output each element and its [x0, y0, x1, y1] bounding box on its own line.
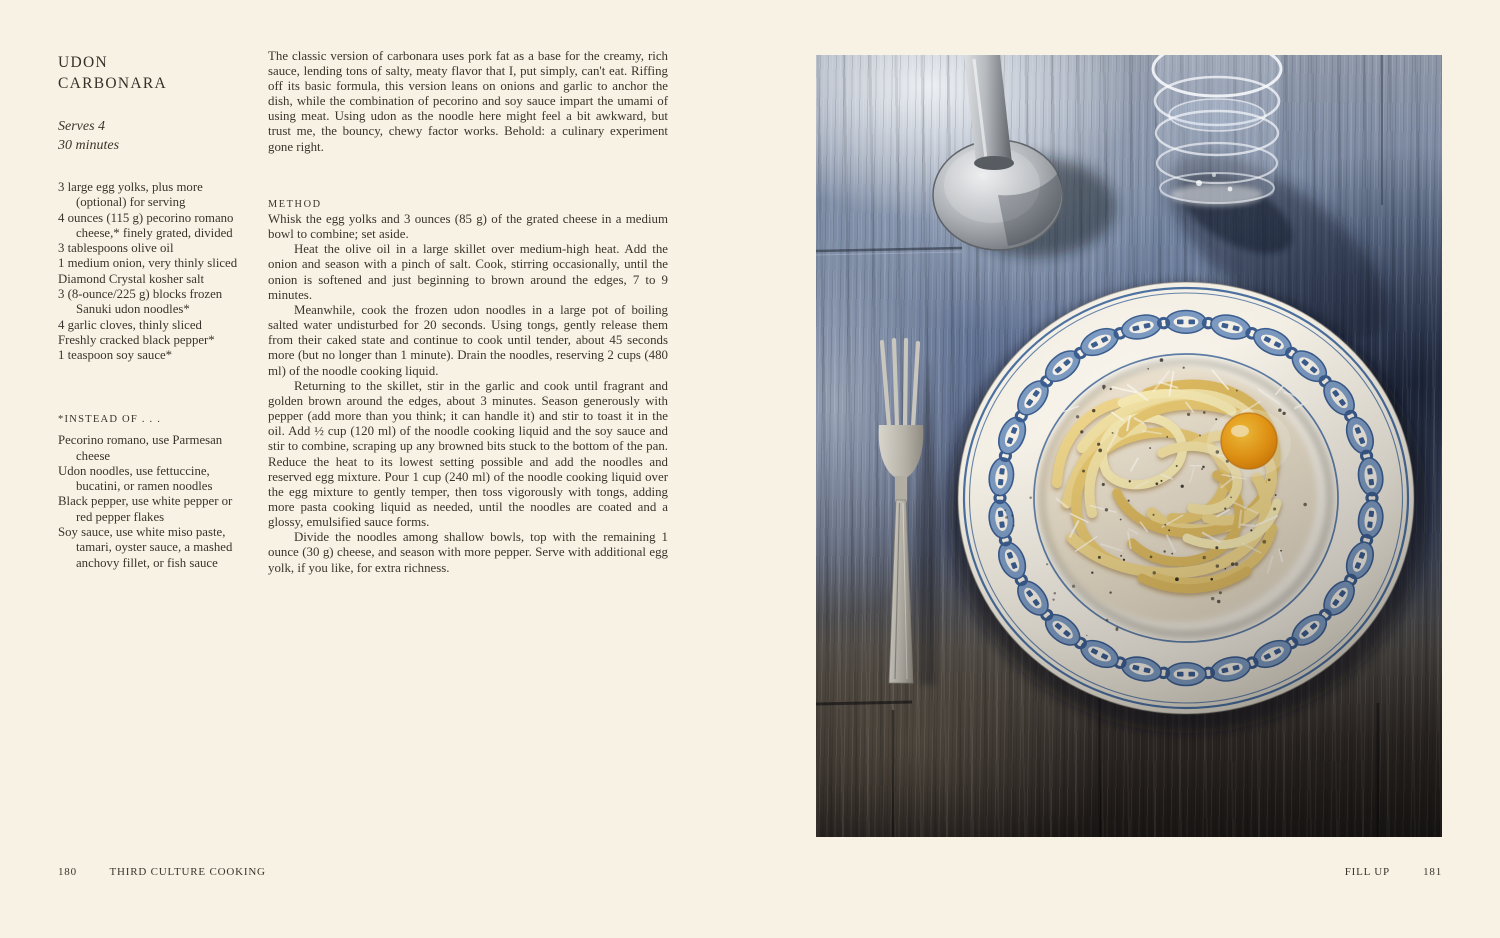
egg-yolk — [1207, 409, 1291, 477]
book-title: THIRD CULTURE COOKING — [109, 866, 266, 878]
recipe-title-line2: CARBONARA — [58, 75, 168, 92]
fork-shadow — [916, 355, 938, 685]
method-heading: METHOD — [268, 199, 322, 210]
left-footer — [58, 866, 266, 878]
ingredient-item: 3 (8-ounce/225 g) blocks frozen Sanuki udon noodles* — [58, 287, 223, 317]
ingredient-item: Diamond Crystal kosher salt — [58, 271, 205, 286]
recipe-title-line1: UDON — [58, 54, 108, 71]
right-footer — [1345, 866, 1442, 878]
ingredient-item: 1 medium onion, very thinly sliced — [58, 256, 238, 271]
photo-scene — [816, 55, 1442, 837]
method-paragraph: Whisk the egg yolks and 3 ounces (85 g) of the grated cheese in a medium bowl to combine; set aside. — [268, 212, 668, 242]
substitutions-block — [58, 412, 244, 571]
method-paragraph: Heat the olive oil in a large skillet over medium-high heat. Add the onion and season with a pinch of salt. Cook, stirring occasionally, until the onion is softened and just beginning to brown around the edges, 7 to 9 minutes. — [268, 242, 668, 302]
pepper-mill — [933, 55, 1063, 250]
recipe-title — [58, 52, 258, 94]
substitution-item: Soy sauce, use white miso paste, tamari, oyster sauce, a mashed anchovy fillet, or fish sauce — [58, 525, 233, 570]
method-paragraph: Meanwhile, cook the frozen udon noodles in a large pot of boiling salted water undisturbed for 20 seconds. Using tongs, gently release them from their caked state and continue to cook until tender, about 45 seconds more (but no longer than 1 minute). Drain the noodles, reserving 2 cups (480 ml) of the noodle cooking liquid. — [268, 302, 668, 378]
method-paragraph: Divide the noodles among shallow bowls, top with the remaining 1 ounce (30 g) cheese, and season with more pepper. Serve with additional egg yolk, if you like, for extra richness. — [268, 530, 668, 575]
intro-paragraph: The classic version of carbonara uses pork fat as a base for the creamy, rich sauce, lending tons of salty, meaty flavor that I, put simply, can't eat. Riffing off its basic formula, this version leans on onions and garlic to anchor the dish, while the combination of pecorino and soy sauce impart the umami of using meat. Using udon as the noodle here might feel a bit awkward, but trust me, the bouncy, chewy factor works. Behold: a culinary experiment gone right. — [268, 49, 668, 154]
time-label: 30 minutes — [58, 138, 120, 153]
ingredient-item: 3 large egg yolks, plus more (optional) for serving — [58, 180, 203, 210]
ingredient-item: Freshly cracked black pepper* — [58, 332, 215, 347]
serves-block — [58, 117, 258, 155]
ingredient-item: 3 tablespoons olive oil — [58, 241, 174, 256]
dish-photo — [816, 55, 1442, 837]
right-page-number: 181 — [1423, 866, 1442, 878]
substitution-item: Pecorino romano, use Parmesan cheese — [58, 433, 223, 463]
serves-label: Serves 4 — [58, 119, 106, 134]
water-glass — [1153, 55, 1281, 206]
method-paragraph: Returning to the skillet, stir in the garlic and cook until fragrant and golden brown around the edges, about 3 minutes. Season generously with pepper (add more than you think; it can handle it) and stir to toast it in the oil. Add ½ cup (120 ml) of the noodle cooking liquid and the soy sauce and stir to combine, scraping up any browned bits stuck to the bottom of the pan. Reduce the heat to its lowest setting possible and add the noodles and reserved egg mixture. Pour 1 cup (240 ml) of the noodle cooking liquid over the egg mixture to gently temper, then toss vigorously with tongs, adding more pasta cooking liquid as needed, until the noodles are coated and a glossy, emulsified sauce forms. — [268, 378, 668, 530]
fork — [879, 340, 924, 683]
ingredients-list — [58, 180, 244, 364]
ingredient-item: 4 garlic cloves, thinly sliced — [58, 317, 202, 332]
substitution-item: Black pepper, use white pepper or red pepper flakes — [58, 494, 233, 524]
left-page-number: 180 — [58, 866, 77, 878]
section-title: FILL UP — [1344, 866, 1390, 878]
ingredient-item: 4 ounces (115 g) pecorino romano cheese,* finely grated, divided — [58, 210, 234, 240]
method-paragraphs — [268, 212, 668, 576]
substitution-item: Udon noodles, use fettuccine, bucatini, or ramen noodles — [58, 463, 213, 494]
ingredient-item: 1 teaspoon soy sauce* — [58, 348, 173, 363]
substitutions-heading: *INSTEAD OF . . . — [58, 414, 162, 425]
